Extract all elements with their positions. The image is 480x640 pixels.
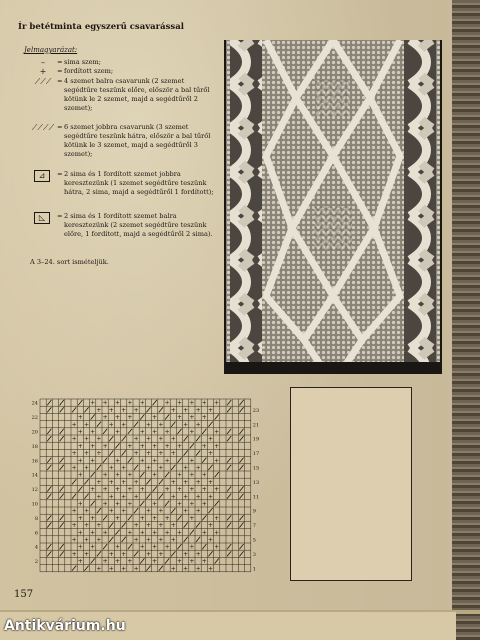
svg-text:+: + <box>133 493 139 501</box>
svg-text:+: + <box>207 435 214 443</box>
svg-text:+: + <box>133 435 139 443</box>
svg-text:+: + <box>108 565 114 573</box>
legend-item-knit: – = sima szem; <box>24 58 214 67</box>
svg-text:+: + <box>152 428 158 436</box>
legend-item-left-cable-4: ⟋⟋⟋ = 4 szemet balra csavarunk (2 szemet segédtűre teszünk előre, először a bal tűről kötünk le 2 szemet, majd a segédtűről 2 szemet); <box>24 77 214 113</box>
svg-text:+: + <box>121 421 127 429</box>
svg-text:+: + <box>176 442 183 450</box>
svg-text:+: + <box>90 442 96 450</box>
svg-text:+: + <box>102 558 108 566</box>
row-number-right: 3 <box>252 551 256 558</box>
svg-text:+: + <box>77 471 83 479</box>
svg-text:+: + <box>183 464 189 472</box>
svg-text:+: + <box>71 421 77 429</box>
svg-text:+: + <box>164 543 170 551</box>
right-cross-icon: ⊿ <box>34 170 50 182</box>
legend-item-purl: + = fordított szem; <box>24 67 214 76</box>
svg-text:+: + <box>114 428 121 436</box>
row-number-left: 22 <box>31 415 38 422</box>
svg-text:+: + <box>114 486 121 494</box>
svg-text:+: + <box>96 536 102 544</box>
left-cable-4-icon: ⟋⟋⟋ <box>34 77 52 86</box>
svg-text:+: + <box>201 414 207 422</box>
svg-text:+: + <box>114 558 121 566</box>
svg-text:+: + <box>207 565 214 573</box>
svg-text:+: + <box>189 414 195 422</box>
svg-text:+: + <box>152 471 158 479</box>
svg-text:+: + <box>145 550 152 558</box>
svg-text:+: + <box>152 529 158 537</box>
legend-text: sima szem; <box>64 58 102 66</box>
svg-text:+: + <box>71 550 77 558</box>
legend-text: 2 sima és 1 fordított szemet jobbra keresztezünk (1 szemet segédtűre teszünk hátra, 2 sima, majd a segédtűről 1 fordított); <box>64 170 214 196</box>
svg-text:+: + <box>77 414 83 422</box>
legend-text: 4 szemet balra csavarunk (2 szemet segédtűre teszünk előre, először a bal tűről kötünk le 2 szemet, majd a segédtűről 2 szemet); <box>64 77 210 112</box>
svg-text:+: + <box>176 414 183 422</box>
svg-text:+: + <box>96 450 102 458</box>
svg-text:+: + <box>214 543 220 551</box>
svg-text:+: + <box>158 522 164 530</box>
svg-text:+: + <box>139 428 145 436</box>
svg-text:+: + <box>102 486 108 494</box>
svg-text:+: + <box>114 471 121 479</box>
pattern-title: Ír betétminta egyszerű csavarással <box>18 22 184 32</box>
svg-text:+: + <box>71 507 77 515</box>
svg-text:+: + <box>195 406 201 414</box>
svg-text:+: + <box>83 464 90 472</box>
svg-text:+: + <box>71 464 77 472</box>
svg-text:+: + <box>127 399 133 407</box>
svg-text:+: + <box>201 442 207 450</box>
svg-text:+: + <box>139 543 145 551</box>
svg-text:+: + <box>152 442 158 450</box>
svg-text:+: + <box>133 450 139 458</box>
svg-text:+: + <box>183 478 189 486</box>
row-number-left: 18 <box>31 443 38 450</box>
svg-text:+: + <box>102 399 108 407</box>
svg-text:+: + <box>77 543 83 551</box>
svg-text:+: + <box>170 450 176 458</box>
svg-text:+: + <box>195 550 201 558</box>
svg-text:+: + <box>195 493 201 501</box>
legend-item-left-cross: ◺ = 2 sima és 1 fordított szemet balra keresztezünk (2 szemet segédtűre teszünk előre, 1 fordított, majd a segédtűről 2 sima). <box>24 212 214 239</box>
svg-text:+: + <box>195 565 201 573</box>
svg-text:+: + <box>139 514 145 522</box>
svg-text:+: + <box>83 522 90 530</box>
svg-text:+: + <box>77 457 83 465</box>
svg-text:+: + <box>164 428 170 436</box>
svg-text:+: + <box>170 435 176 443</box>
svg-text:+: + <box>195 421 201 429</box>
svg-text:+: + <box>77 442 83 450</box>
svg-text:+: + <box>71 435 77 443</box>
row-number-left: 12 <box>31 487 38 494</box>
svg-text:+: + <box>133 536 139 544</box>
svg-text:+: + <box>121 565 127 573</box>
svg-text:+: + <box>83 536 90 544</box>
svg-text:+: + <box>102 529 108 537</box>
svg-text:+: + <box>96 493 102 501</box>
svg-text:+: + <box>77 558 83 566</box>
svg-text:+: + <box>114 414 121 422</box>
svg-text:+: + <box>127 500 133 508</box>
svg-text:+: + <box>152 500 158 508</box>
svg-text:+: + <box>183 421 189 429</box>
knit-swatch-photo <box>224 40 442 374</box>
svg-text:+: + <box>201 471 207 479</box>
svg-text:+: + <box>201 529 207 537</box>
svg-text:+: + <box>114 399 121 407</box>
svg-text:+: + <box>170 493 176 501</box>
svg-text:+: + <box>214 428 220 436</box>
svg-text:+: + <box>127 558 133 566</box>
svg-text:+: + <box>139 529 145 537</box>
svg-text:+: + <box>77 514 83 522</box>
row-number-right: 9 <box>252 508 256 515</box>
svg-text:+: + <box>158 536 164 544</box>
row-number-left: 6 <box>34 530 38 537</box>
svg-text:+: + <box>214 514 220 522</box>
legend-text: fordított szem; <box>64 67 114 75</box>
svg-text:+: + <box>207 478 214 486</box>
svg-text:+: + <box>183 507 189 515</box>
svg-text:+: + <box>96 406 102 414</box>
svg-text:+: + <box>90 529 96 537</box>
row-number-left: 8 <box>34 515 38 522</box>
row-number-left: 4 <box>34 544 38 551</box>
svg-text:+: + <box>121 493 127 501</box>
row-number-right: 7 <box>252 523 256 530</box>
svg-text:+: + <box>189 543 195 551</box>
svg-text:+: + <box>108 421 114 429</box>
svg-text:+: + <box>145 435 152 443</box>
svg-text:+: + <box>139 457 145 465</box>
svg-text:+: + <box>133 406 139 414</box>
svg-text:+: + <box>164 529 170 537</box>
row-number-right: 17 <box>252 451 260 458</box>
repeat-note: A 3–24. sort ismételjük. <box>30 258 109 266</box>
svg-text:+: + <box>127 486 133 494</box>
svg-text:+: + <box>207 536 214 544</box>
svg-text:+: + <box>90 486 96 494</box>
svg-text:+: + <box>114 514 121 522</box>
svg-text:+: + <box>77 500 83 508</box>
svg-text:+: + <box>102 500 108 508</box>
svg-text:+: + <box>207 450 214 458</box>
svg-text:+: + <box>145 522 152 530</box>
svg-text:+: + <box>183 550 189 558</box>
svg-text:+: + <box>158 464 164 472</box>
svg-text:+: + <box>83 421 90 429</box>
svg-text:+: + <box>164 399 170 407</box>
left-cross-icon: ◺ <box>34 212 50 224</box>
svg-text:+: + <box>189 500 195 508</box>
svg-text:+: + <box>145 536 152 544</box>
svg-text:+: + <box>214 529 220 537</box>
svg-text:+: + <box>176 529 183 537</box>
svg-text:+: + <box>176 500 183 508</box>
svg-text:+: + <box>77 428 83 436</box>
row-number-right: 15 <box>252 465 260 472</box>
svg-text:+: + <box>189 486 195 494</box>
row-number-left: 24 <box>31 400 38 407</box>
svg-text:+: + <box>139 442 145 450</box>
empty-notes-box <box>290 387 412 581</box>
svg-text:+: + <box>133 565 139 573</box>
svg-text:+: + <box>189 471 195 479</box>
svg-text:+: + <box>214 442 220 450</box>
svg-text:+: + <box>121 406 127 414</box>
svg-text:+: + <box>83 550 90 558</box>
legend-heading: Jelmagyarázat: <box>24 46 78 54</box>
knit-texture-illustration <box>226 40 440 372</box>
row-number-left: 16 <box>31 458 38 465</box>
svg-text:+: + <box>176 471 183 479</box>
svg-text:+: + <box>189 558 195 566</box>
svg-text:+: + <box>133 522 139 530</box>
svg-text:+: + <box>102 442 108 450</box>
svg-text:+: + <box>152 414 158 422</box>
svg-text:+: + <box>145 507 152 515</box>
legend-text: 6 szemet jobbra csavarunk (3 szemet segédtűre teszünk hátra, először a bal tűről kötünk le 3 szemet, majd a segédtűről 3 szemet); <box>64 123 211 158</box>
row-number-right: 5 <box>252 537 256 544</box>
svg-text:+: + <box>170 565 176 573</box>
svg-text:+: + <box>201 486 207 494</box>
svg-text:+: + <box>195 507 201 515</box>
svg-text:+: + <box>214 399 220 407</box>
svg-text:+: + <box>71 522 77 530</box>
svg-text:+: + <box>176 558 183 566</box>
row-number-right: 13 <box>252 479 260 486</box>
svg-text:+: + <box>207 522 214 530</box>
svg-text:+: + <box>114 457 121 465</box>
svg-text:+: + <box>158 550 164 558</box>
svg-text:+: + <box>96 522 102 530</box>
right-cable-6-icon: ⟋⟋⟋⟋ <box>31 123 55 132</box>
legend-item-right-cable-6: ⟋⟋⟋⟋ = 6 szemet jobbra csavarunk (3 szemet segédtűre teszünk hátra, először a bal tűről kötünk le 3 szemet, majd a segédtűről 3 szemet); <box>24 123 214 159</box>
svg-text:+: + <box>195 478 201 486</box>
svg-text:+: + <box>90 428 96 436</box>
svg-text:+: + <box>201 399 207 407</box>
svg-text:+: + <box>214 486 220 494</box>
svg-text:+: + <box>164 514 170 522</box>
svg-text:+: + <box>201 500 207 508</box>
svg-text:+: + <box>214 457 220 465</box>
svg-text:+: + <box>71 536 77 544</box>
svg-text:+: + <box>114 500 121 508</box>
svg-text:+: + <box>90 457 96 465</box>
svg-text:+: + <box>189 514 195 522</box>
row-number-right: 19 <box>252 436 260 443</box>
svg-text:+: + <box>189 399 195 407</box>
svg-text:+: + <box>207 493 214 501</box>
svg-text:+: + <box>102 414 108 422</box>
row-number-left: 20 <box>31 429 38 436</box>
chart-grid-svg <box>28 393 278 583</box>
svg-text:+: + <box>164 486 170 494</box>
svg-text:+: + <box>152 457 158 465</box>
svg-text:+: + <box>164 442 170 450</box>
svg-text:+: + <box>152 514 158 522</box>
svg-text:+: + <box>158 507 164 515</box>
svg-text:+: + <box>207 406 214 414</box>
svg-text:+: + <box>108 406 114 414</box>
svg-text:+: + <box>176 486 183 494</box>
svg-text:+: + <box>152 543 158 551</box>
svg-text:+: + <box>145 450 152 458</box>
svg-text:+: + <box>183 406 189 414</box>
svg-text:+: + <box>201 558 207 566</box>
svg-text:+: + <box>139 486 145 494</box>
svg-text:+: + <box>108 550 114 558</box>
svg-text:+: + <box>170 536 176 544</box>
svg-text:+: + <box>121 550 127 558</box>
svg-text:+: + <box>183 565 189 573</box>
knitting-chart <box>28 393 278 587</box>
svg-text:+: + <box>96 435 102 443</box>
svg-text:+: + <box>158 421 164 429</box>
row-number-right: 23 <box>252 407 260 414</box>
svg-text:+: + <box>121 464 127 472</box>
row-number-right: 1 <box>252 566 256 573</box>
svg-text:+: + <box>96 478 102 486</box>
svg-text:+: + <box>127 529 133 537</box>
book-edge <box>452 0 480 640</box>
row-number-left: 10 <box>31 501 38 508</box>
svg-text:+: + <box>158 450 164 458</box>
svg-text:+: + <box>139 399 145 407</box>
svg-text:+: + <box>83 507 90 515</box>
svg-text:+: + <box>83 450 90 458</box>
svg-text:+: + <box>77 529 83 537</box>
svg-text:+: + <box>90 514 96 522</box>
svg-text:+: + <box>145 421 152 429</box>
svg-text:+: + <box>183 493 189 501</box>
svg-text:+: + <box>108 464 114 472</box>
svg-text:+: + <box>164 457 170 465</box>
svg-text:+: + <box>96 565 102 573</box>
svg-text:+: + <box>176 399 183 407</box>
watermark-logo: Antikvárium.hu <box>0 612 456 640</box>
svg-text:+: + <box>170 522 176 530</box>
svg-text:+: + <box>189 457 195 465</box>
legend-item-right-cross: ⊿ = 2 sima és 1 fordított szemet jobbra keresztezünk (1 szemet segédtűre teszünk hátra, 2 sima, majd a segédtűről 1 fordított); <box>24 170 214 197</box>
svg-text:+: + <box>108 507 114 515</box>
legend-text: 2 sima és 1 fordított szemet balra keresztezünk (2 szemet segédtűre teszünk előre, 1 fordított, majd a segédtűről 2 sima). <box>64 212 213 238</box>
svg-text:+: + <box>121 478 127 486</box>
svg-text:+: + <box>127 471 133 479</box>
svg-text:+: + <box>90 399 96 407</box>
page-number: 157 <box>14 589 34 600</box>
svg-text:+: + <box>83 435 90 443</box>
row-number-right: 11 <box>252 494 260 501</box>
svg-text:+: + <box>71 450 77 458</box>
svg-text:+: + <box>121 507 127 515</box>
svg-text:+: + <box>158 435 164 443</box>
svg-text:+: + <box>108 493 114 501</box>
row-number-right: 21 <box>252 422 260 429</box>
svg-text:+: + <box>170 478 176 486</box>
svg-text:+: + <box>170 406 176 414</box>
svg-text:+: + <box>189 428 195 436</box>
plus-icon: + <box>39 67 47 76</box>
blank-cell-icon: – <box>41 58 45 67</box>
svg-text:+: + <box>195 464 201 472</box>
svg-text:+: + <box>102 471 108 479</box>
svg-text:+: + <box>114 543 121 551</box>
svg-text:+: + <box>145 464 152 472</box>
row-number-left: 2 <box>34 559 38 566</box>
svg-text:+: + <box>127 442 133 450</box>
row-number-left: 14 <box>31 472 38 479</box>
svg-text:+: + <box>133 478 139 486</box>
svg-text:+: + <box>108 478 114 486</box>
svg-text:+: + <box>127 414 133 422</box>
svg-text:+: + <box>152 558 158 566</box>
svg-text:+: + <box>90 543 96 551</box>
